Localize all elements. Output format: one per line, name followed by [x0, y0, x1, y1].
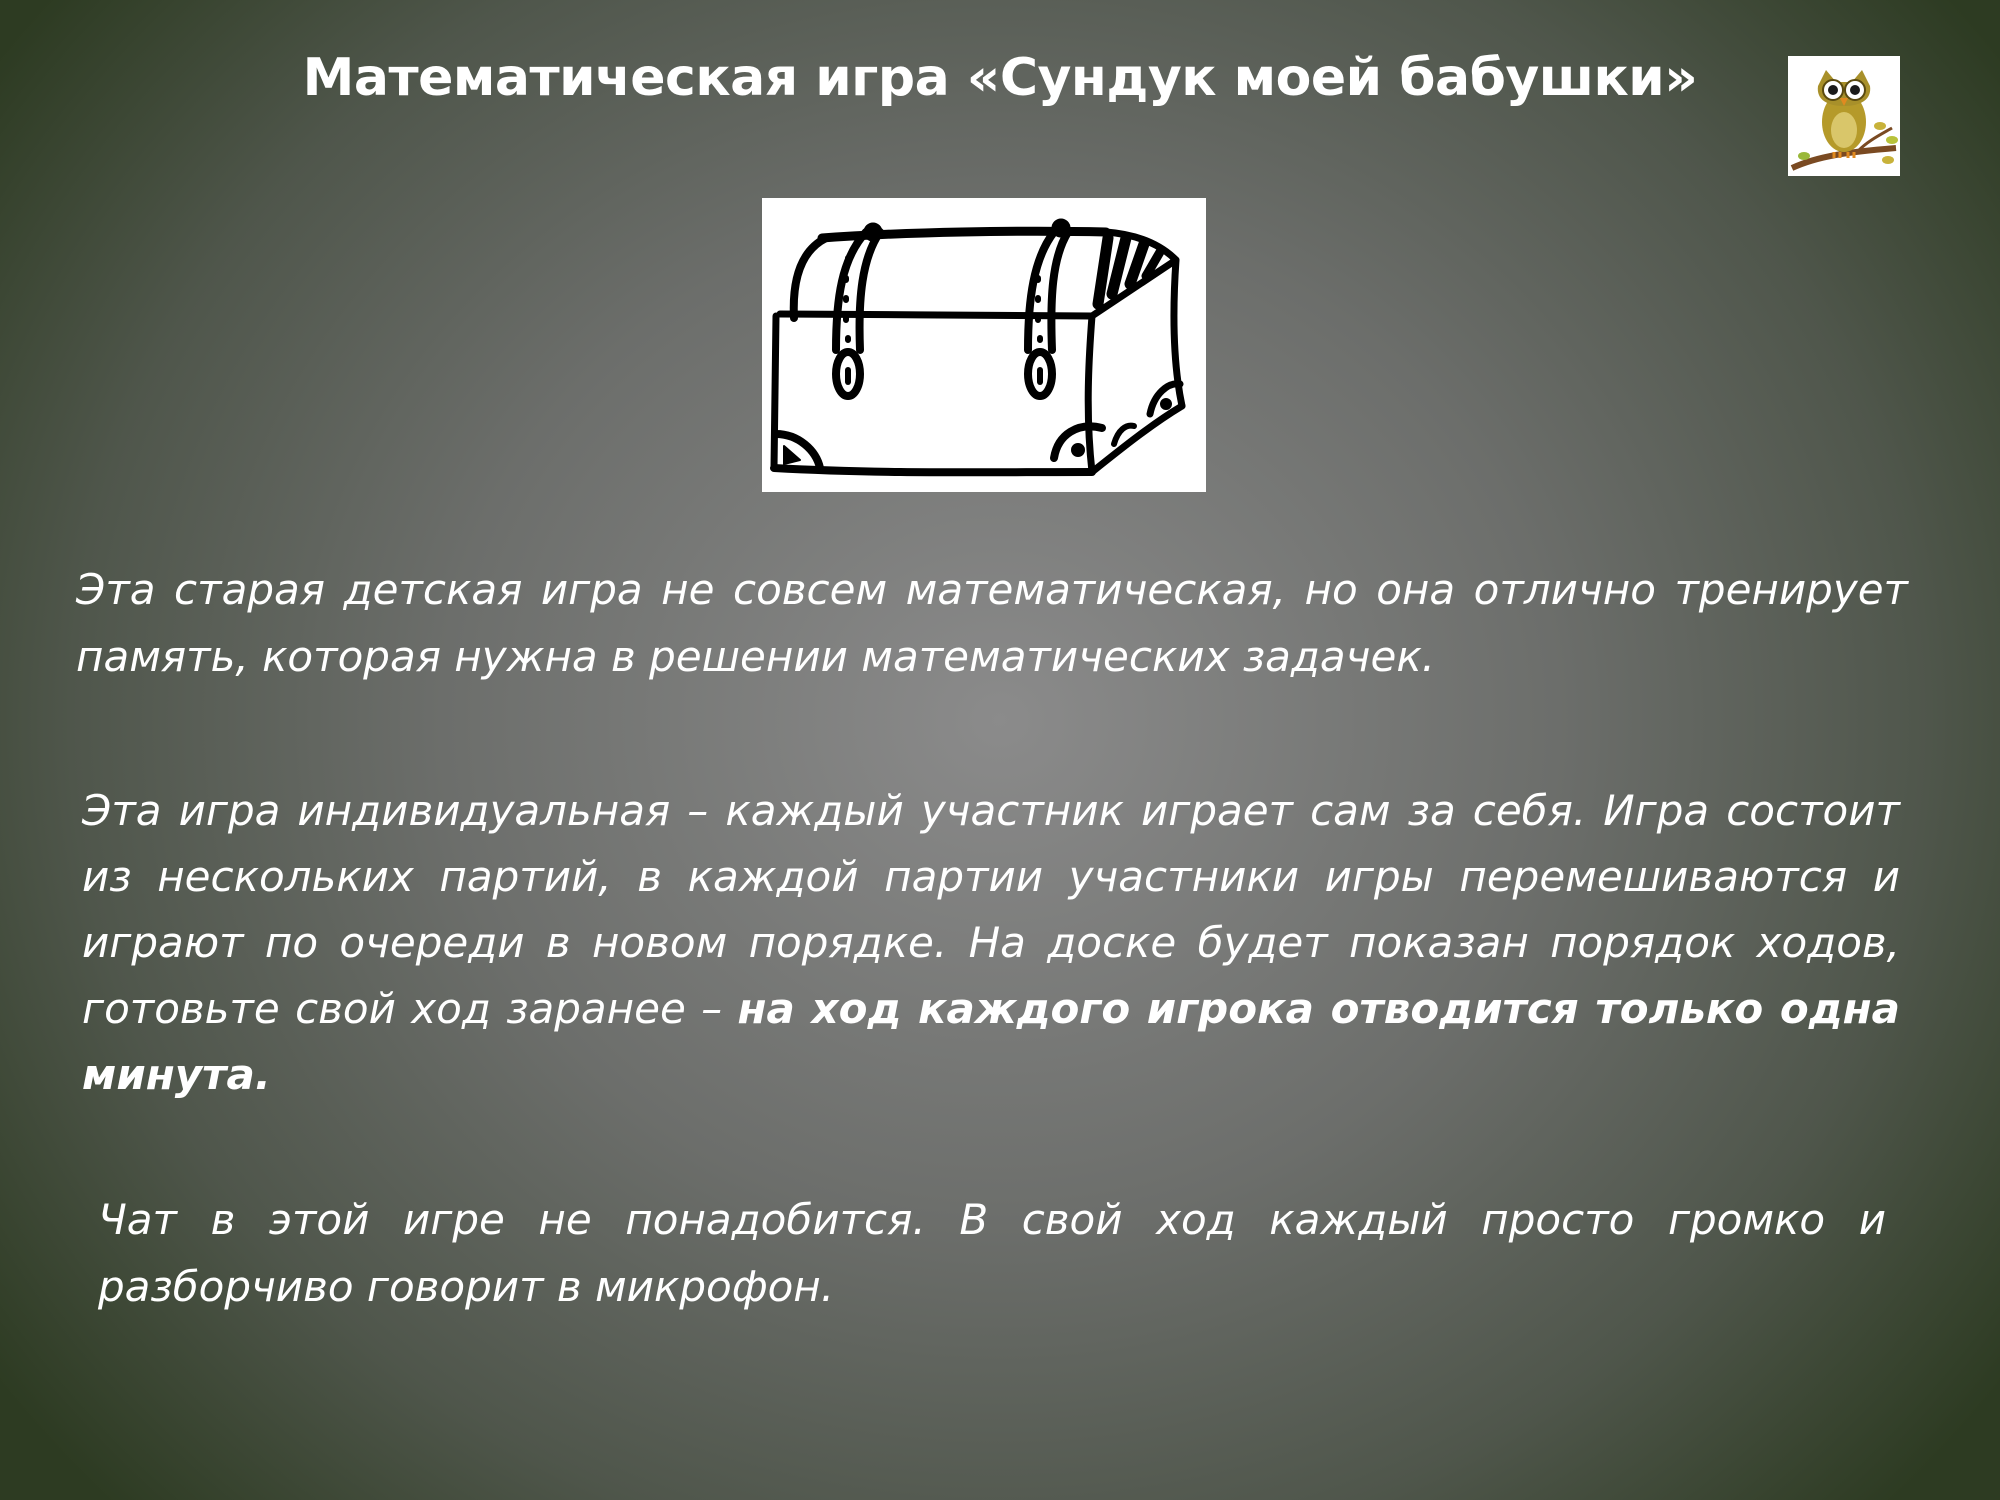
rules-time-limit: на ход каждого игрока отводится только одна минута. — [82, 984, 1900, 1099]
rules-paragraph-text: Эта игра индивидуальная – каждый участник играет сам за себя. Игра состоит из нескольких партий, в каждой партии участники игры перемешиваются и играют по очереди в новом порядке. На доске будет показан порядок ходов, готовьте свой ход заранее – — [82, 786, 1900, 1033]
rules-paragraph — [82, 778, 1900, 1108]
chest-drawing — [762, 198, 1206, 492]
slide-title: Математическая игра «Сундук моей бабушки» — [302, 48, 1698, 108]
chat-paragraph-text: Чат в этой игре не понадобится. В свой ход каждый просто громко и разборчиво говорит в микрофон. — [98, 1195, 1886, 1311]
owl-icon — [1788, 56, 1900, 176]
chat-paragraph — [98, 1186, 1886, 1320]
intro-paragraph — [76, 556, 1908, 690]
intro-paragraph-text: Эта старая детская игра не совсем математическая, но она отлично тренирует память, которая нужна в решении математических задачек. — [76, 565, 1908, 681]
